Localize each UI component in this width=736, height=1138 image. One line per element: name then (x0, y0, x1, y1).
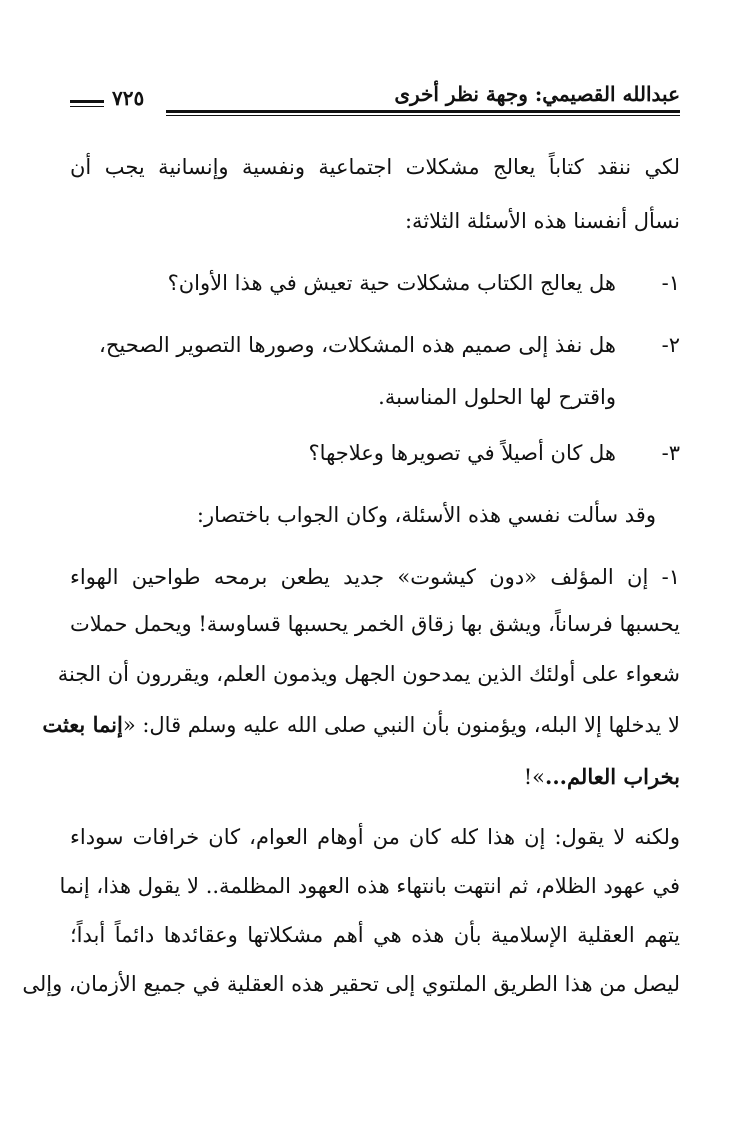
para2-line-3: يتهم العقلية الإسلامية بأن هذه هي أهم مشكلاتها وعقائدها دائماً أبداً؛ (70, 923, 680, 947)
para2-line-2: في عهود الظلام، ثم انتهت بانتهاء هذه العهود المظلمة.. لا يقول هذا، إنما (59, 874, 680, 898)
point1-line-4-plain: لا يدخلها إلا البله، ويؤمنون بأن النبي صلى الله عليه وسلم قال: « (122, 713, 680, 737)
question-1-number: ١- (661, 271, 680, 295)
point1-line-2: يحسبها فرساناً، ويشق بها زقاق الخمر يحسبها قساوسة! ويحمل حملات (70, 612, 680, 636)
header-dash (70, 100, 104, 103)
page-number: ٧٢٥ (112, 86, 145, 110)
point1-line-4 (42, 712, 680, 737)
quote-bold-part-1: إنما بعثت (42, 712, 123, 737)
answer-intro: وقد سألت نفسي هذه الأسئلة، وكان الجواب باختصار: (196, 503, 656, 527)
header-title: عبدالله القصيمي: وجهة نظر أخرى (394, 82, 680, 106)
question-2-text-line-1: هل نفذ إلى صميم هذه المشكلات، وصورها التصوير الصحيح، (99, 333, 616, 357)
running-header (70, 80, 680, 120)
question-3-number: ٣- (661, 441, 680, 465)
point1-line-3: شعواء على أولئك الذين يمدحون الجهل ويذمون العلم، ويقررون أن الجنة (57, 662, 680, 686)
para2-line-4: ليصل من هذا الطريق الملتوي إلى تحقير هذه العقلية في جميع الأزمان، وإلى (22, 972, 680, 996)
quote-close: »! (523, 765, 546, 789)
para2-line-1: ولكنه لا يقول: إن هذا كله كان من أوهام العوام، كان خرافات سوداء (70, 825, 680, 849)
quote-bold-part-2: بخراب العالم... (545, 764, 680, 789)
question-3-text: هل كان أصيلاً في تصويرها وعلاجها؟ (308, 441, 616, 465)
intro-line-1: لكي ننقد كتاباً يعالج مشكلات اجتماعية ونفسية وإنسانية يجب أن (70, 155, 680, 179)
header-rule (166, 110, 680, 113)
question-1-text: هل يعالج الكتاب مشكلات حية تعيش في هذا الأوان؟ (167, 271, 616, 295)
point1-line-1: ١- إن المؤلف «دون كيشوت» جديد يطعن برمحه طواحين الهواء (70, 565, 680, 589)
question-2-text-line-2: واقترح لها الحلول المناسبة. (378, 385, 616, 409)
point1-line-5 (70, 764, 680, 789)
intro-line-2: نسأل أنفسنا هذه الأسئلة الثلاثة: (404, 209, 680, 233)
question-2-number: ٢- (661, 333, 680, 357)
